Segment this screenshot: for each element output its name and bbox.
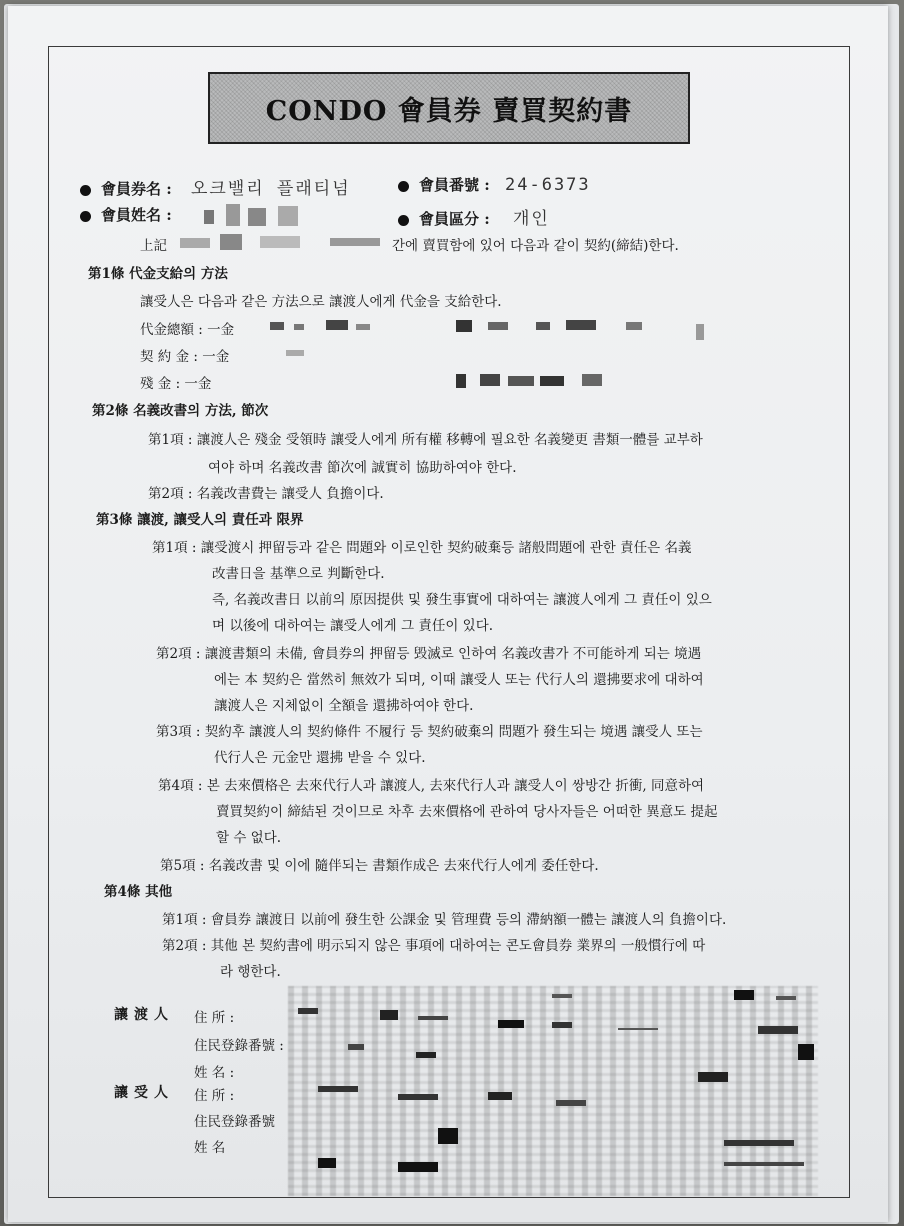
article-3-para-4b: 賣買契約이 締結된 것이므로 차후 去來價格에 관하여 당사자들은 어떠한 異意도 提起 (216, 804, 718, 820)
transferee-reg-label: 住民登錄番號 (194, 1114, 275, 1130)
article-3-para-4c: 할 수 없다. (216, 830, 282, 846)
article-3-para-5: 第5項 : 名義改書 및 이에 隨伴되는 書類作成은 去來代行人에게 委任한다. (160, 858, 599, 874)
deposit-label: 契 約 金 : 一金 (140, 349, 230, 365)
article-3-para-2c: 讓渡人은 지체없이 全額을 還拂하여야 한다. (214, 698, 474, 714)
total-amount-label: 代金總額 : 一金 (140, 322, 235, 338)
article-3-para-1c: 즉, 名義改書日 以前의 原因提供 및 發生事實에 대하여는 讓渡人에게 그 責任이 있으 (212, 592, 712, 608)
bullet-icon (398, 215, 409, 226)
member-type-value: 개인 (513, 209, 550, 229)
article-3-para-4a: 第4項 : 본 去來價格은 去來代行人과 讓渡人, 去來代行人과 讓受人이 쌍방간 折衝, 同意하여 (158, 778, 705, 794)
article-2-heading: 第2條 名義改書의 方法, 節次 (92, 403, 269, 419)
article-3-para-1a: 第1項 : 讓受渡시 押留등과 같은 問題와 이로인한 契約破棄등 諸般問題에 관한 責任은 名義 (152, 540, 692, 556)
bullet-icon (398, 181, 409, 192)
member-no-label: 會員番號 : (419, 176, 490, 194)
bullet-icon (80, 211, 91, 222)
transferor-name-label: 姓 名 : (194, 1065, 235, 1081)
member-name-row (80, 204, 172, 225)
member-type-label: 會員區分 : (419, 210, 490, 228)
member-type-row (398, 204, 550, 229)
document-title: CONDO 會員券 賣買契約書 (265, 95, 633, 127)
preamble-left: 上記 (140, 238, 167, 254)
article-3-para-2b: 에는 本 契約은 當然히 無效가 되며, 이때 讓受人 또는 代行人의 還拂要求에 대하여 (214, 672, 704, 688)
member-name-label: 會員姓名 : (101, 206, 172, 224)
article-3-para-2a: 第2項 : 讓渡書類의 未備, 會員券의 押留등 毁滅로 인하여 名義改書가 不可能하게 되는 境遇 (156, 646, 702, 662)
article-4-para-2b: 라 행한다. (220, 964, 281, 980)
amount-redaction (266, 318, 716, 388)
membership-name-label: 會員券名 : (101, 180, 172, 198)
preamble-redaction (180, 232, 392, 254)
article-2-para-1a: 第1項 : 讓渡人은 殘金 受領時 讓受人에게 所有權 移轉에 필요한 名義變更 書類一體를 교부하 (148, 432, 703, 448)
transferee-name-label: 姓 名 (194, 1140, 226, 1156)
article-3-para-3b: 代行人은 元金만 還拂 받을 수 있다. (214, 750, 426, 766)
transferor-reg-label: 住民登錄番號 : (194, 1038, 284, 1054)
transferor-address-label: 住 所 : (194, 1010, 235, 1026)
transferor-label: 讓渡人 (114, 1007, 174, 1023)
article-3-para-1d: 며 以後에 대하여는 讓受人에게 그 責任이 있다. (212, 618, 494, 634)
membership-name-value: 오크밸리 플래티넘 (191, 179, 351, 199)
article-3-para-1b: 改書日을 基準으로 判斷한다. (212, 566, 385, 582)
article-3-heading: 第3條 讓渡, 讓受人의 責任과 限界 (96, 512, 304, 528)
contract-paper (8, 6, 888, 1222)
preamble-right: 간에 賣買함에 있어 다음과 같이 契約(締結)한다. (392, 238, 679, 254)
article-2-para-1b: 여야 하며 名義改書 節次에 誠實히 協助하여야 한다. (208, 460, 517, 476)
member-name-redaction (204, 200, 324, 232)
article-3-para-3a: 第3項 : 契約후 讓渡人의 契約條件 不履行 등 契約破棄의 問題가 發生되는 境遇 讓受人 또는 (156, 724, 703, 740)
article-4-heading: 第4條 其他 (104, 884, 173, 900)
article-4-para-1: 第1項 : 會員券 讓渡日 以前에 發生한 公課金 및 管理費 등의 滯納額一體는 讓渡人의 負擔이다. (162, 912, 727, 928)
transferee-address-label: 住 所 : (194, 1088, 235, 1104)
article-1-heading: 第1條 代金支給의 方法 (88, 266, 228, 282)
article-2-para-2: 第2項 : 名義改書費는 讓受人 負擔이다. (148, 486, 384, 502)
balance-label: 殘 金 : 一金 (140, 376, 212, 392)
member-no-row (398, 174, 591, 195)
article-4-para-2a: 第2項 : 其他 본 契約書에 明示되지 않은 事項에 대하여는 콘도會員券 業界의 一般慣行에 따 (162, 938, 706, 954)
title-box (208, 72, 690, 144)
member-no-value: 24-6373 (505, 175, 591, 195)
article-1-intro: 讓受人은 다음과 같은 方法으로 讓渡人에게 代金을 支給한다. (140, 294, 502, 310)
bullet-icon (80, 185, 91, 196)
membership-name-row (80, 174, 351, 199)
transferee-label: 讓受人 (114, 1085, 174, 1101)
signature-redaction-marks (288, 986, 818, 1196)
